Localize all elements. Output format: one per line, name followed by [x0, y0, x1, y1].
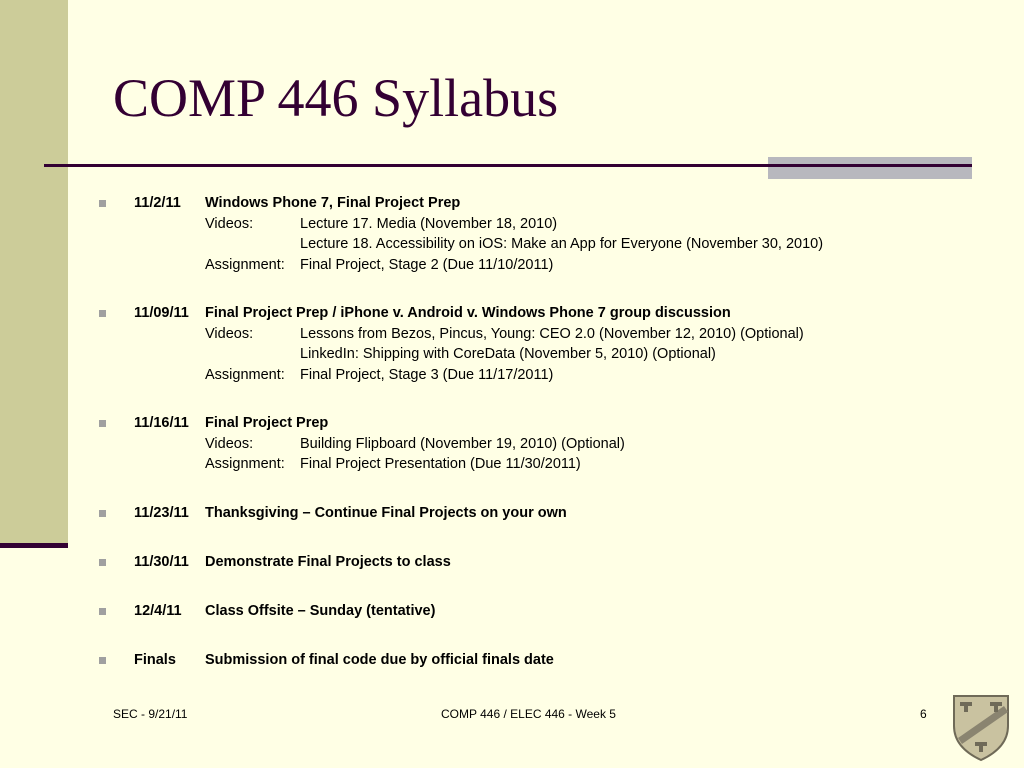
videos-row [96, 214, 976, 235]
item-date: 11/23/11 [134, 505, 189, 521]
item-heading [96, 303, 976, 324]
list-item [96, 552, 976, 601]
item-title: Demonstrate Final Projects to class [205, 554, 451, 570]
item-title: Class Offsite – Sunday (tentative) [205, 603, 436, 619]
syllabus-list [96, 193, 976, 680]
item-date: 11/16/11 [134, 415, 189, 431]
item-date: 12/4/11 [134, 603, 182, 619]
assignment-label: Assignment: [205, 366, 285, 383]
assignment-row [96, 454, 976, 475]
bullet-icon [99, 657, 106, 664]
videos-row [96, 234, 976, 255]
videos-row [96, 434, 976, 455]
videos-label: Videos: [205, 215, 254, 232]
item-title: Final Project Prep [205, 415, 329, 431]
video-entry: LinkedIn: Shipping with CoreData (November 5, 2010) (Optional) [300, 346, 716, 363]
list-item [96, 650, 976, 680]
video-entry: Building Flipboard (November 19, 2010) (Optional) [300, 435, 625, 452]
videos-label: Videos: [205, 435, 254, 452]
assignment-entry: Final Project Presentation (Due 11/30/2011) [300, 456, 581, 473]
item-heading [96, 193, 976, 214]
bullet-icon [99, 200, 106, 207]
rice-university-shield-icon [950, 692, 1012, 762]
list-item [96, 601, 976, 650]
list-item [96, 193, 976, 303]
assignment-row [96, 255, 976, 276]
item-date: 11/09/11 [134, 305, 189, 321]
title-underline-accent [768, 157, 972, 179]
item-title: Windows Phone 7, Final Project Prep [205, 195, 461, 211]
video-entry: Lecture 18. Accessibility on iOS: Make an App for Everyone (November 30, 2010) [300, 236, 824, 253]
item-date: 11/30/11 [134, 554, 189, 570]
slide-title: COMP 446 Syllabus [113, 68, 559, 128]
assignment-entry: Final Project, Stage 3 (Due 11/17/2011) [300, 366, 554, 383]
footer-date: SEC - 9/21/11 [113, 707, 188, 721]
left-band-divider [0, 543, 68, 548]
list-item [96, 503, 976, 552]
bullet-icon [99, 420, 106, 427]
item-heading [96, 650, 976, 671]
bullet-icon [99, 510, 106, 517]
list-item [96, 303, 976, 413]
list-item [96, 413, 976, 503]
item-date: 11/2/11 [134, 195, 181, 211]
slide-number: 6 [920, 707, 927, 721]
video-entry: Lecture 17. Media (November 18, 2010) [300, 215, 558, 232]
videos-row [96, 344, 976, 365]
assignment-label: Assignment: [205, 256, 285, 273]
assignment-label: Assignment: [205, 456, 285, 473]
assignment-entry: Final Project, Stage 2 (Due 11/10/2011) [300, 256, 554, 273]
bullet-icon [99, 608, 106, 615]
item-date: Finals [134, 652, 176, 668]
item-title: Final Project Prep / iPhone v. Android v. Windows Phone 7 group discussion [205, 305, 731, 321]
video-entry: Lessons from Bezos, Pincus, Young: CEO 2.0 (November 12, 2010) (Optional) [300, 325, 804, 342]
left-accent-band [0, 0, 68, 544]
item-heading [96, 413, 976, 434]
item-title: Thanksgiving – Continue Final Projects on your own [205, 505, 567, 521]
assignment-row [96, 365, 976, 386]
item-heading [96, 552, 976, 573]
item-heading [96, 503, 976, 524]
videos-label: Videos: [205, 325, 254, 342]
item-heading [96, 601, 976, 622]
videos-row [96, 324, 976, 345]
bullet-icon [99, 559, 106, 566]
footer-course: COMP 446 / ELEC 446 - Week 5 [441, 707, 616, 721]
item-title: Submission of final code due by official finals date [205, 652, 554, 668]
bullet-icon [99, 310, 106, 317]
